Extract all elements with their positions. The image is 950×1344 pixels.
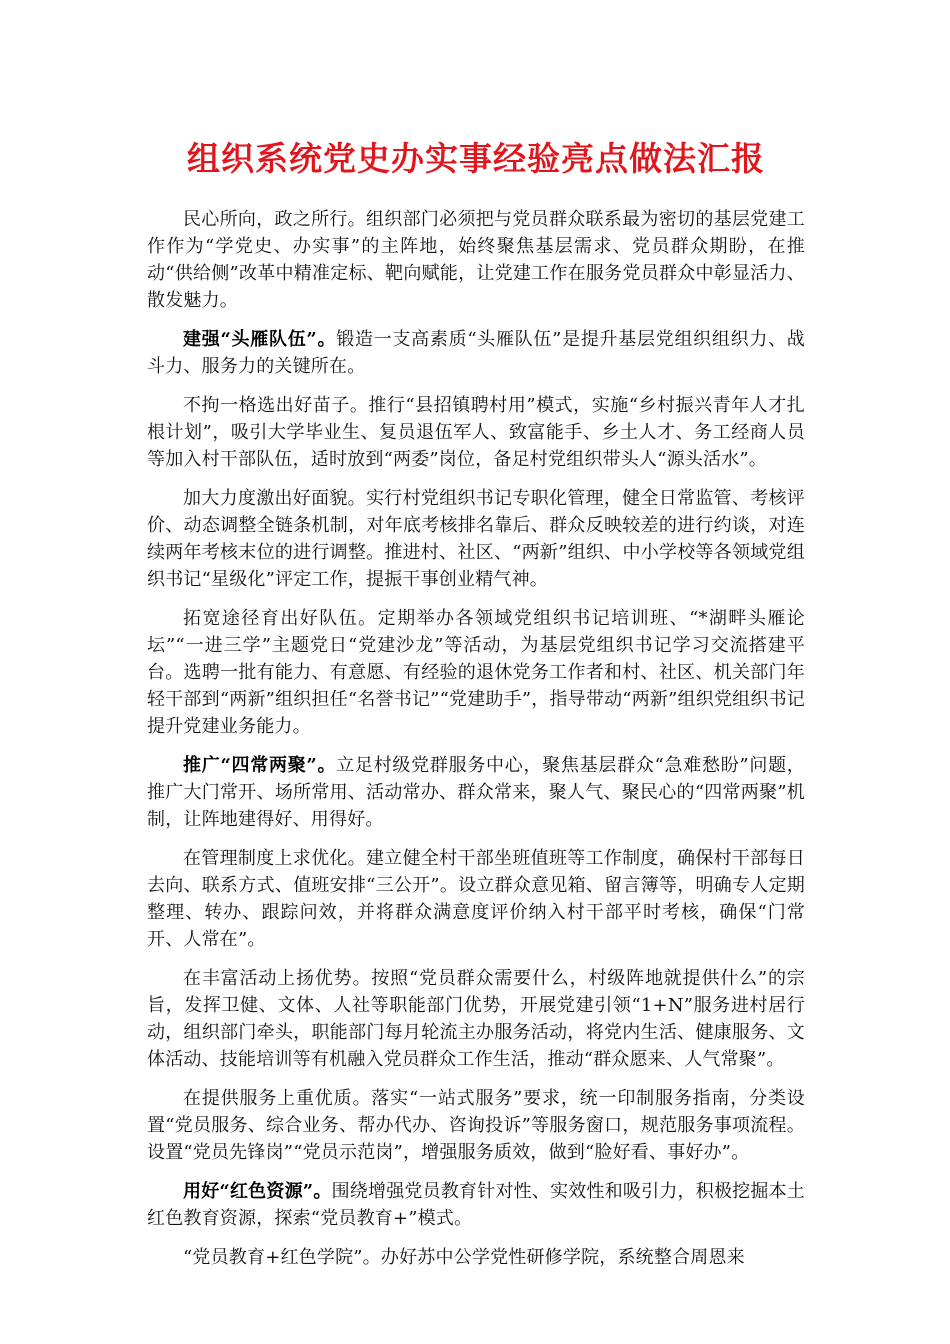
paragraph-text: “党员教育+红色学院”。办好苏中公学党性研修学院，系统整合周恩来	[183, 1247, 745, 1268]
paragraph	[147, 965, 805, 1073]
paragraph-text: 民心所向，政之所行。组织部门必须把与党员群众联系最为密切的基层党建工作作为“学党史、办实事”的主阵地，始终聚焦基层需求、党员群众期盼，在推动“供给侧”改革中精准定标、靶向赋能，让党建工作在服务党员群众中彰显活力、散发魅力。	[147, 209, 805, 311]
paragraph-text: 立足村级党群服务中心，聚焦基层群众“急难愁盼”问题，推广大门常开、场所常用、活动常办、群众常来，聚人气、聚民心的“四常两聚”机制，让阵地建得好、用得好。	[147, 755, 805, 830]
section-heading: 建强“头雁队伍”。	[183, 329, 337, 350]
paragraph-text: 不拘一格选出好苗子。推行“县招镇聘村用”模式，实施“乡村振兴青年人才扎根计划”，吸引大学毕业生、复员退伍军人、致富能手、乡土人才、务工经商人员等加入村干部队伍，适时放到“两委”岗位，备足村党组织带头人“源头活水”。	[147, 395, 805, 470]
section-heading: 用好“红色资源”。	[183, 1181, 332, 1202]
paragraph-text: 加大力度激出好面貌。实行村党组织书记专职化管理，健全日常监管、考核评价、动态调整全链条机制，对年底考核排名靠后、群众反映较差的进行约谈，对连续两年考核末位的进行调整。推进村、社区、“两新”组织、中小学校等各领域党组织书记“星级化”评定工作，提振干事创业精气神。	[147, 488, 805, 590]
document-title: 组织系统党史办实事经验亮点做法汇报	[187, 139, 765, 178]
paragraph-text: 拓宽途径育出好队伍。定期举办各领域党组织书记培训班、“*湖畔头雁论坛”“一进三学”主题党日“党建沙龙”等活动，为基层党组织书记学习交流搭建平台。选聘一批有能力、有意愿、有经验的退休党务工作者和村、社区、机关部门年轻干部到“两新”组织担任“名誉书记”“党建助手”，指导带动“两新”组织党组织书记提升党建业务能力。	[147, 608, 805, 737]
paragraph-text: 锻造一支高素质“头雁队伍”是提升基层党组织组织力、战斗力、服务力的关键所在。	[147, 329, 805, 377]
paragraph	[147, 605, 805, 740]
paragraph	[147, 485, 805, 593]
paragraph-text: 在管理制度上求优化。建立健全村干部坐班值班等工作制度，确保村干部每日去向、联系方式、值班安排“三公开”。设立群众意见箱、留言簿等，明确专人定期整理、转办、跟踪问效，并将群众满意度评价纳入村干部平时考核，确保“门常开、人常在”。	[147, 848, 805, 950]
paragraph-text: 围绕增强党员教育针对性、实效性和吸引力，积极挖掘本土红色教育资源，探索“党员教育+”模式。	[147, 1181, 805, 1229]
paragraph-section-1	[147, 326, 805, 380]
paragraph	[147, 392, 805, 473]
paragraph	[147, 845, 805, 953]
section-heading: 推广“四常两聚”。	[183, 755, 337, 776]
paragraph	[147, 1085, 805, 1166]
paragraph-intro	[147, 206, 805, 314]
paragraph-text: 在丰富活动上扬优势。按照“党员群众需要什么，村级阵地就提供什么”的宗旨，发挥卫健、文体、人社等职能部门优势，开展党建引领“1+N”服务进村居行动，组织部门牵头，职能部门每月轮流主办服务活动，将党内生活、健康服务、文体活动、技能培训等有机融入党员群众工作生活，推动“群众愿来、人气常聚”。	[147, 968, 805, 1070]
paragraph-text: 在提供服务上重优质。落实“一站式服务”要求，统一印制服务指南，分类设置“党员服务、综合业务、帮办代办、咨询投诉”等服务窗口，规范服务事项流程。设置“党员先锋岗”“党员示范岗”，增强服务质效，做到“脸好看、事好办”。	[147, 1088, 805, 1163]
paragraph-section-3	[147, 1178, 805, 1232]
document-page	[147, 132, 805, 1283]
paragraph	[147, 1244, 805, 1271]
paragraph-section-2	[147, 752, 805, 833]
